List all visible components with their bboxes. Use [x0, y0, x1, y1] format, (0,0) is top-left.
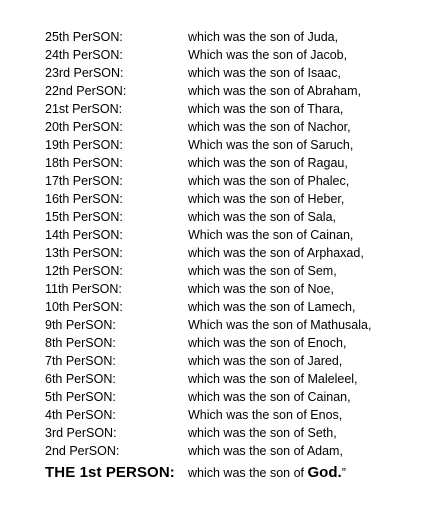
person-ordinal: 4th PerSON: [45, 408, 116, 422]
lineage-row-9 [0, 316, 422, 334]
person-ordinal: 18th PerSON: [45, 156, 123, 170]
relation-text: which was the son of Adam, [188, 444, 343, 458]
lineage-row-10 [0, 298, 422, 316]
lineage-row-3 [0, 424, 422, 442]
relation-text: which was the son of Abraham, [188, 84, 362, 98]
lineage-row-7 [0, 352, 422, 370]
lineage-row-11 [0, 280, 422, 298]
lineage-row-1 [0, 461, 422, 485]
relation-text: which was the son of Enoch, [188, 336, 347, 350]
relation-text: which was the son of Phalec, [188, 174, 350, 188]
person-ordinal: 16th PerSON: [45, 192, 123, 206]
person-ordinal: 6th PerSON: [45, 372, 116, 386]
relation-text: Which was the son of Enos, [188, 408, 343, 422]
relation-text: which was the son of Heber, [188, 192, 345, 206]
relation-text: which was the son of Cainan, [188, 390, 351, 404]
lineage-row-14 [0, 226, 422, 244]
person-ordinal: 15th PerSON: [45, 210, 123, 224]
first-person-heading: THE 1st PERSON: [45, 464, 175, 481]
relation-text: which was the son of Jared, [188, 354, 343, 368]
relation-text: which was the son of Lamech, [188, 300, 356, 314]
relation-text: which was the son of Sala, [188, 210, 336, 224]
lineage-row-5 [0, 388, 422, 406]
person-ordinal: 9th PerSON: [45, 318, 116, 332]
person-ordinal: 22nd PerSON: [45, 84, 127, 98]
person-ordinal: 10th PerSON: [45, 300, 123, 314]
relation-text: Which was the son of Mathusala, [188, 318, 372, 332]
person-ordinal: 14th PerSON: [45, 228, 123, 242]
lineage-row-2 [0, 442, 422, 460]
relation-text: which was the son of Noe, [188, 282, 334, 296]
person-ordinal: 11th PerSON: [45, 282, 122, 296]
lineage-row-21 [0, 100, 422, 118]
person-ordinal: 20th PerSON: [45, 120, 123, 134]
relation-text: which was the son of Arphaxad, [188, 246, 364, 260]
person-ordinal: 7th PerSON: [45, 354, 116, 368]
lineage-row-15 [0, 208, 422, 226]
lineage-row-18 [0, 154, 422, 172]
closing-quote: ” [341, 466, 346, 480]
relation-text: Which was the son of Cainan, [188, 228, 354, 242]
person-ordinal: 12th PerSON: [45, 264, 123, 278]
relation-text: which was the son of Maleleel, [188, 372, 358, 386]
relation-text-final [188, 461, 346, 485]
lineage-row-12 [0, 262, 422, 280]
person-ordinal: 24th PerSON: [45, 48, 123, 62]
lineage-row-20 [0, 118, 422, 136]
person-ordinal: 19th PerSON: [45, 138, 123, 152]
lineage-row-4 [0, 406, 422, 424]
relation-text: which was the son of Sem, [188, 264, 337, 278]
relation-text: which was the son of Ragau, [188, 156, 348, 170]
lineage-row-17 [0, 172, 422, 190]
relation-text: which was the son of Juda, [188, 30, 339, 44]
relation-text: which was the son of Thara, [188, 102, 344, 116]
lineage-row-22 [0, 82, 422, 100]
person-ordinal: 17th PerSON: [45, 174, 123, 188]
relation-text: which was the son of Isaac, [188, 66, 341, 80]
relation-prefix: which was the son of [188, 466, 308, 480]
lineage-row-19 [0, 136, 422, 154]
relation-text: which was the son of Nachor, [188, 120, 351, 134]
person-ordinal: 21st PerSON: [45, 102, 123, 116]
relation-text: Which was the son of Jacob, [188, 48, 348, 62]
person-ordinal: 8th PerSON: [45, 336, 116, 350]
lineage-row-24 [0, 46, 422, 64]
lineage-row-6 [0, 370, 422, 388]
person-ordinal: 13th PerSON: [45, 246, 123, 260]
relation-text: which was the son of Seth, [188, 426, 337, 440]
person-ordinal: 2nd PerSON: [45, 444, 120, 458]
lineage-row-25 [0, 28, 422, 46]
relation-text: Which was the son of Saruch, [188, 138, 354, 152]
god-name: God. [307, 464, 342, 481]
person-ordinal: 5th PerSON: [45, 390, 116, 404]
lineage-row-16 [0, 190, 422, 208]
lineage-row-23 [0, 64, 422, 82]
lineage-row-13 [0, 244, 422, 262]
person-ordinal: 25th PerSON: [45, 30, 123, 44]
lineage-row-8 [0, 334, 422, 352]
person-ordinal: 3rd PerSON: [45, 426, 117, 440]
person-ordinal: 23rd PerSON: [45, 66, 124, 80]
